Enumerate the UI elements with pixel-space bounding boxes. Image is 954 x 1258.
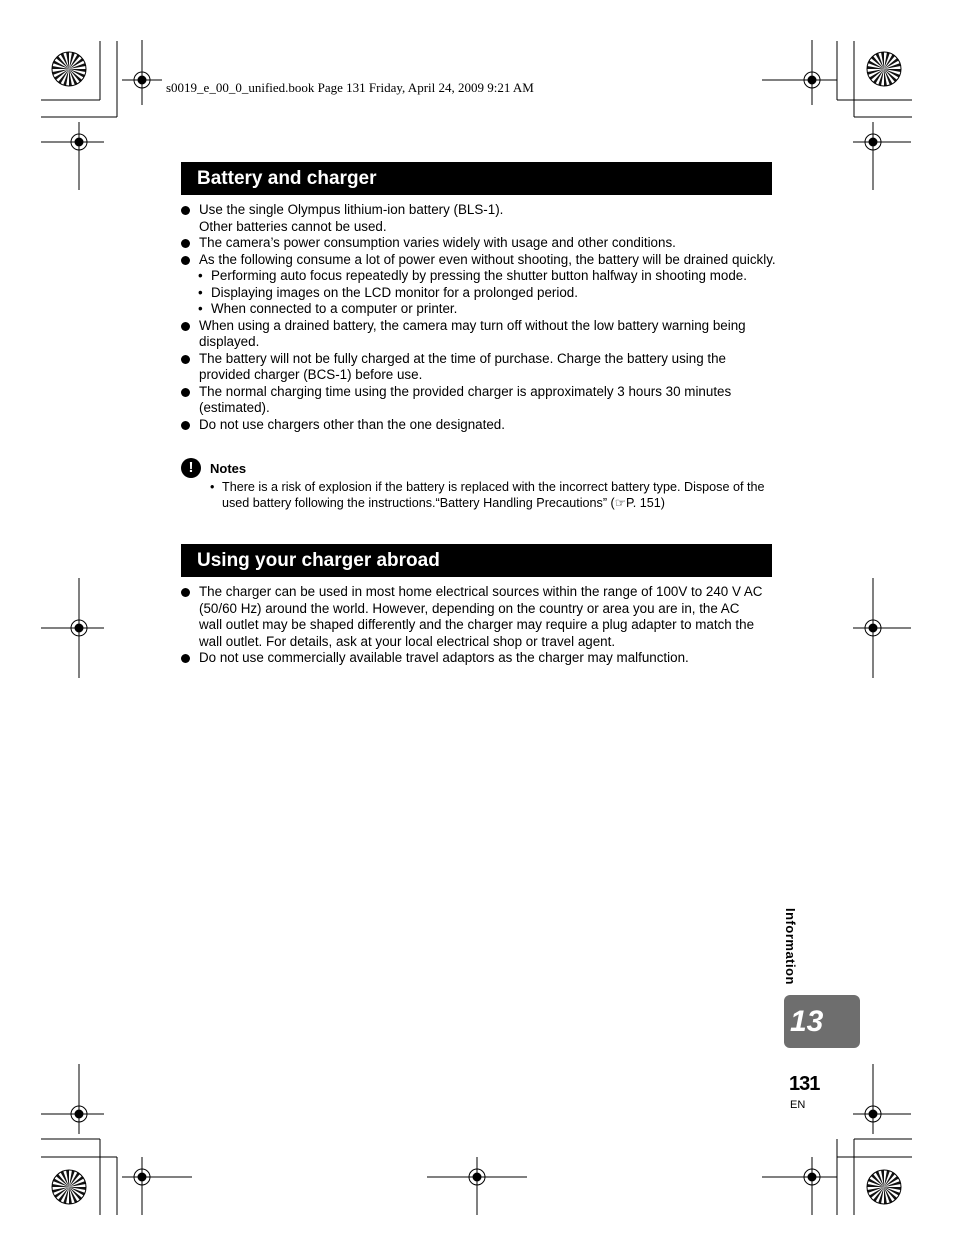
sub-list-item: • Performing auto focus repeatedly by pressing the shutter button halfway in shooting mode. <box>198 268 747 283</box>
list-item: Do not use chargers other than the one designated. <box>181 417 776 434</box>
bullet-icon <box>181 421 190 430</box>
bullet-icon <box>181 654 190 663</box>
starburst-target-icon <box>867 52 901 86</box>
list-item: When using a drained battery, the camera may turn off without the low battery warning being displayed. <box>181 318 776 351</box>
battery-list <box>181 202 776 433</box>
list-item: Use the single Olympus lithium-ion battery (BLS-1). Other batteries cannot be used. <box>181 202 776 235</box>
list-item: Do not use commercially available travel adaptors as the charger may malfunction. <box>181 650 766 667</box>
list-item: The normal charging time using the provided charger is approximately 3 hours 30 minutes (estimated). <box>181 384 776 417</box>
caution-icon: ! <box>181 458 201 478</box>
bullet-icon <box>181 388 190 397</box>
abroad-section-title: Using your charger abroad <box>181 544 772 577</box>
notes-text: • There is a risk of explosion if the battery is replaced with the incorrect battery type. Dispose of the used battery following the instructions.“Battery Handling Precautions” (☞P. 151) <box>210 480 765 510</box>
chapter-tab: 13 <box>784 995 860 1048</box>
sub-list-item: • Displaying images on the LCD monitor for a prolonged period. <box>198 284 578 300</box>
bullet-icon <box>181 239 190 248</box>
sub-list-item: • When connected to a computer or printer. <box>198 301 458 316</box>
list-item: The battery will not be fully charged at the time of purchase. Charge the battery using the provided charger (BCS-1) before use. <box>181 351 776 384</box>
list-item: The charger can be used in most home electrical sources within the range of 100V to 240 V AC (50/60 Hz) around the world. However, depending on the country or area you are in, the AC wall outlet may be shaped differently and the charger may require a plug adapter to match the wall outlet. For details, ask at your local electrical shop or travel agent. <box>181 584 766 650</box>
page-reference-icon: ☞ <box>614 495 626 510</box>
bullet-icon <box>181 322 190 331</box>
bullet-icon <box>181 256 190 265</box>
starburst-target-icon <box>867 1170 901 1204</box>
battery-section-title: Battery and charger <box>181 162 772 195</box>
bullet-icon <box>181 355 190 364</box>
notes-heading: Notes <box>210 460 247 476</box>
book-info-header: s0019_e_00_0_unified.book Page 131 Friday, April 24, 2009 9:21 AM <box>166 80 534 95</box>
starburst-target-icon <box>52 52 86 86</box>
notes-box <box>181 458 776 511</box>
abroad-list <box>181 584 766 667</box>
list-item: The camera’s power consumption varies widely with usage and other conditions. <box>181 235 776 252</box>
starburst-target-icon <box>52 1170 86 1204</box>
list-item: As the following consume a lot of power even without shooting, the battery will be drained quickly. <box>181 252 776 269</box>
bullet-icon <box>181 206 190 215</box>
language-code: EN <box>790 1099 806 1111</box>
bullet-icon <box>181 588 190 597</box>
page-number: 131 <box>789 1073 820 1095</box>
section-side-label: Information <box>783 908 798 985</box>
